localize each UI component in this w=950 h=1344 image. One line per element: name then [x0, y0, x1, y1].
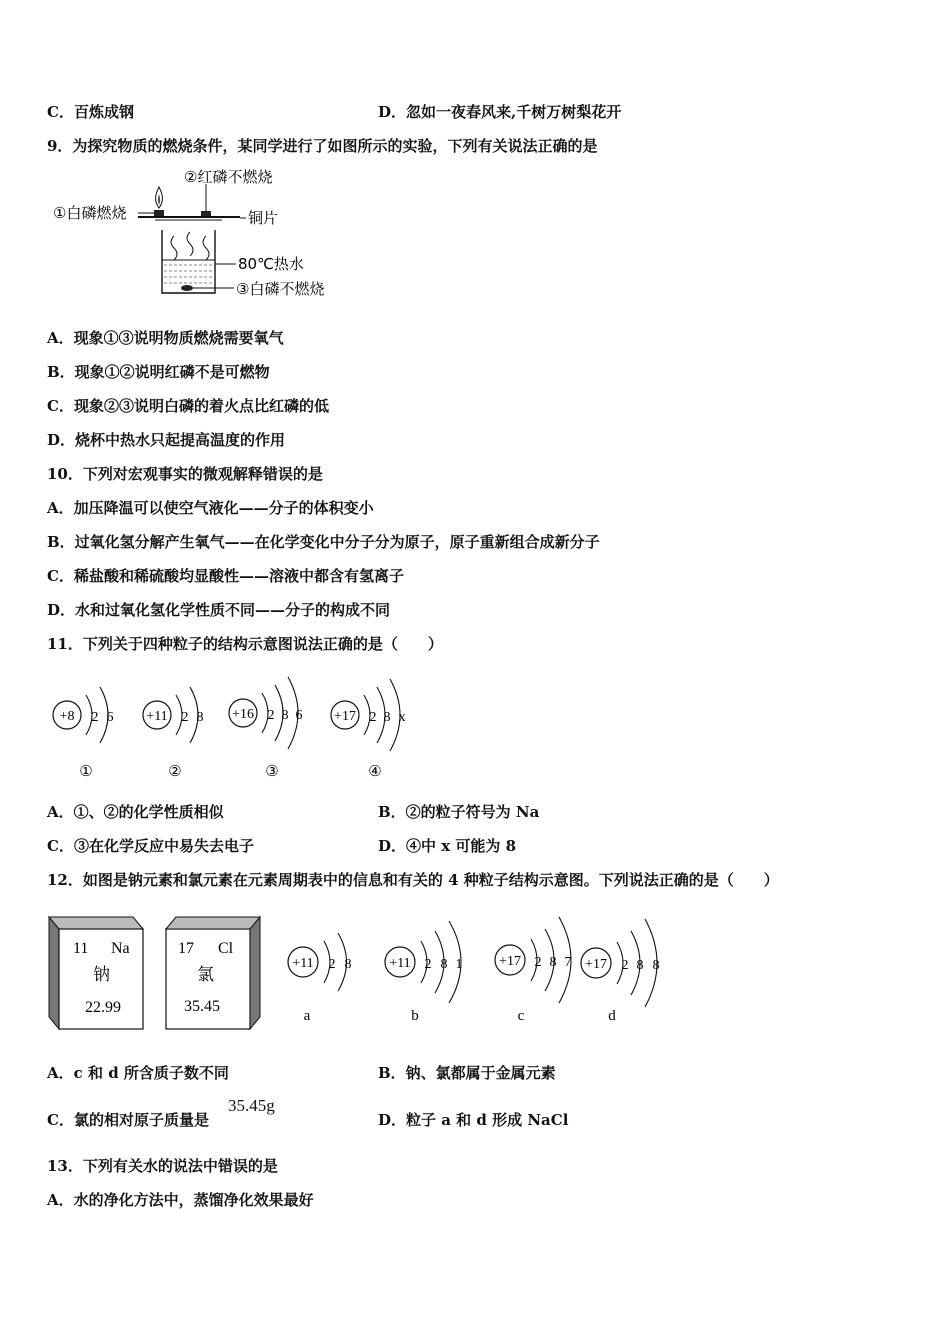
q11-p3-shell-2: 8	[281, 708, 289, 723]
q12-pb-label: b	[411, 1008, 419, 1024]
sodium-name: 钠	[93, 965, 110, 984]
element-card-chlorine	[166, 917, 260, 1029]
chlorine-symbol: Cl	[218, 940, 234, 957]
q12-pd-label: d	[608, 1008, 616, 1024]
q11-p1-shell-1: 2	[91, 710, 99, 725]
q12-pc-shell-3: 7	[564, 955, 572, 970]
label-copper-plate: 铜片	[248, 209, 279, 227]
q12-option-c: C．氯的相对原子质量是	[47, 1111, 209, 1129]
q12-pc-shell-2: 8	[549, 955, 557, 970]
q10-option-d: D．水和过氧化氢化学性质不同——分子的构成不同	[47, 601, 391, 619]
q10-option-a: A．加压降温可以使空气液化——分子的体积变小	[47, 499, 374, 517]
q12-option-b: B．钠、氯都属于金属元素	[378, 1064, 556, 1082]
q11-p1-shell-2: 6	[106, 710, 114, 725]
q11-p2-shell-2: 8	[196, 710, 204, 725]
sodium-atomic-mass: 22.99	[85, 999, 121, 1016]
q11-particle-4	[331, 679, 406, 780]
q12-pa-nucleus: +11	[292, 956, 314, 971]
q11-particle-2	[143, 687, 204, 780]
q10-stem: 10．下列对宏观事实的微观解释错误的是	[47, 465, 323, 483]
q9-combustion-apparatus-figure	[50, 160, 350, 305]
q11-p3-nucleus: +16	[232, 707, 254, 722]
q9-option-c: C．现象②③说明白磷的着火点比红磷的低	[47, 397, 329, 415]
q12-pd-shell-2: 8	[636, 958, 644, 973]
white-phosphorus-in-water	[181, 285, 193, 291]
q12-particle-d	[581, 919, 660, 1024]
q9-option-a: A．现象①③说明物质燃烧需要氧气	[47, 329, 284, 347]
q10-option-b: B．过氧化氢分解产生氧气——在化学变化中分子分为原子，原子重新组合成新分子	[47, 533, 600, 551]
q13-stem: 13．下列有关水的说法中错误的是	[47, 1157, 278, 1175]
element-card-sodium	[49, 917, 143, 1029]
q11-p3-shell-3: 6	[295, 708, 303, 723]
chlorine-name: 氯	[197, 965, 214, 984]
sodium-symbol: Na	[111, 940, 130, 957]
q11-p2-label: ②	[168, 764, 182, 780]
q12-pb-shell-2: 8	[440, 957, 448, 972]
q11-p2-shell-1: 2	[181, 710, 189, 725]
red-phosphorus	[201, 211, 211, 216]
q11-stem: 11．下列关于四种粒子的结构示意图说法正确的是（ ）	[47, 635, 443, 653]
q12-particle-a	[288, 933, 352, 1024]
q11-p1-nucleus: +8	[59, 709, 75, 724]
q12-option-c-value: 35.45g	[228, 1096, 275, 1115]
q9-option-d: D．烧杯中热水只起提高温度的作用	[47, 431, 286, 449]
q8-option-d: D．忽如一夜春风来,千树万树梨花开	[378, 103, 622, 121]
q11-p4-label: ④	[368, 764, 382, 780]
q11-particle-diagrams	[40, 665, 440, 785]
q11-p2-nucleus: +11	[146, 709, 168, 724]
q11-option-a: A．①、②的化学性质相似	[47, 803, 224, 821]
q12-option-d: D．粒子 a 和 d 形成 NaCl	[378, 1111, 569, 1129]
q12-pa-shell-1: 2	[328, 957, 336, 972]
q12-pd-nucleus: +17	[585, 957, 607, 972]
label-white-phosphorus-underwater: ③白磷不燃烧	[236, 280, 325, 298]
q9-option-b: B．现象①②说明红磷不是可燃物	[47, 363, 270, 381]
q11-option-d: D．④中 x 可能为 8	[378, 837, 517, 855]
q9-stem: 9．为探究物质的燃烧条件，某同学进行了如图所示的实验，下列有关说法正确的是	[47, 137, 598, 155]
chlorine-atomic-mass: 35.45	[184, 998, 220, 1015]
label-red-phosphorus: ②红磷不燃烧	[184, 168, 273, 186]
q11-particle-1	[53, 687, 114, 780]
q11-p4-shell-3: x	[398, 710, 406, 725]
label-white-phosphorus-burning: ①白磷燃烧	[53, 204, 127, 222]
label-hot-water: 80℃热水	[238, 255, 304, 273]
q11-option-b: B．②的粒子符号为 Na	[378, 803, 540, 821]
q11-p3-label: ③	[265, 764, 279, 780]
q12-pc-nucleus: +17	[499, 954, 521, 969]
q12-pc-shell-1: 2	[534, 955, 542, 970]
q12-pc-label: c	[517, 1008, 525, 1024]
q12-pd-shell-1: 2	[621, 958, 629, 973]
q12-pb-shell-1: 2	[424, 957, 432, 972]
q12-option-a: A．c 和 d 所含质子数不同	[47, 1064, 229, 1082]
q13-option-a: A．水的净化方法中，蒸馏净化效果最好	[47, 1191, 314, 1209]
q12-figure	[45, 905, 685, 1035]
q8-option-c: C．百炼成钢	[47, 103, 134, 121]
q11-p4-shell-2: 8	[383, 710, 391, 725]
q11-particle-3	[229, 677, 303, 780]
chlorine-atomic-number: 17	[178, 940, 194, 957]
beaker	[162, 230, 215, 293]
q12-pd-shell-3: 8	[652, 958, 660, 973]
q10-option-c: C．稀盐酸和稀硫酸均显酸性——溶液中都含有氢离子	[47, 567, 404, 585]
q12-pb-shell-3: 1	[455, 957, 463, 972]
q11-option-c: C．③在化学反应中易失去电子	[47, 837, 254, 855]
q11-p1-label: ①	[79, 764, 93, 780]
q12-stem: 12．如图是钠元素和氯元素在元素周期表中的信息和有关的 4 种粒子结构示意图。下列说法正确的是（ ）	[47, 871, 779, 889]
q11-p4-shell-1: 2	[369, 710, 377, 725]
q12-pa-label: a	[303, 1008, 311, 1024]
q12-pa-shell-2: 8	[344, 957, 352, 972]
q12-pb-nucleus: +11	[389, 956, 411, 971]
q11-p3-shell-1: 2	[267, 708, 275, 723]
q11-p4-nucleus: +17	[334, 709, 356, 724]
q12-particle-c	[495, 917, 572, 1024]
white-phosphorus-on-plate	[154, 210, 164, 216]
sodium-atomic-number: 11	[73, 940, 89, 957]
q12-particle-b	[385, 921, 463, 1024]
